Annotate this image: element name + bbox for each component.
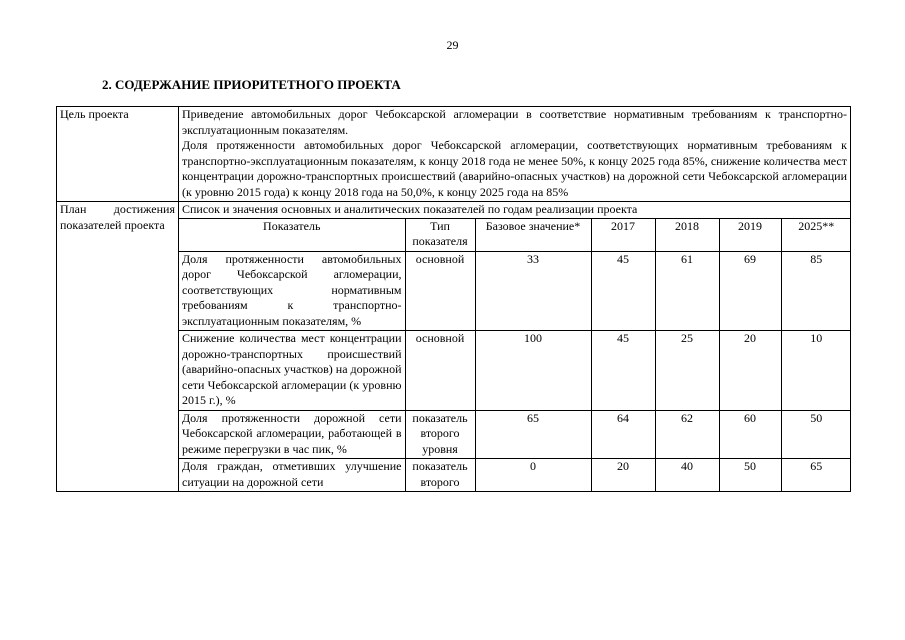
plan-content [179, 202, 851, 492]
indicator-type: основной [405, 331, 475, 411]
indicator-2025: 85 [781, 251, 851, 331]
indicator-name: Доля протяженности дорожной сети Чебоксарской агломерации, работающей в режиме перегрузки в час пик, % [179, 410, 405, 459]
indicator-2019: 60 [719, 410, 781, 459]
table-row [179, 251, 851, 331]
goal-row [57, 107, 851, 202]
header-base: Базовое значение* [475, 218, 591, 251]
plan-label: План достижения показателей проекта [57, 202, 179, 492]
header-2017: 2017 [591, 218, 655, 251]
header-2018: 2018 [655, 218, 719, 251]
section-title: 2. СОДЕРЖАНИЕ ПРИОРИТЕТНОГО ПРОЕКТА [102, 77, 401, 92]
indicator-base: 65 [475, 410, 591, 459]
table-row [179, 410, 851, 459]
indicator-2019: 50 [719, 459, 781, 492]
header-2025: 2025** [781, 218, 851, 251]
indicator-name: Доля граждан, отметивших улучшение ситуации на дорожной сети [179, 459, 405, 492]
indicators-header-row [179, 218, 851, 251]
indicator-base: 33 [475, 251, 591, 331]
header-type: Тип показателя [405, 218, 475, 251]
indicator-2025: 50 [781, 410, 851, 459]
indicator-2025: 10 [781, 331, 851, 411]
indicator-base: 100 [475, 331, 591, 411]
indicator-2018: 62 [655, 410, 719, 459]
indicator-name: Снижение количества мест концентрации дорожно-транспортных происшествий (аварийно-опасных участков) на дорожной сети Чебоксарской агломерации (к уровню 2015 г.), % [179, 331, 405, 411]
indicator-type: показатель второго уровня [405, 410, 475, 459]
indicators-table [179, 218, 851, 492]
page-number: 29 [446, 38, 459, 52]
indicator-2018: 61 [655, 251, 719, 331]
indicator-2018: 25 [655, 331, 719, 411]
indicator-2017: 45 [591, 251, 655, 331]
indicator-2019: 69 [719, 251, 781, 331]
indicator-2017: 45 [591, 331, 655, 411]
indicator-2017: 64 [591, 410, 655, 459]
header-2019: 2019 [719, 218, 781, 251]
header-indicator: Показатель [179, 218, 405, 251]
indicator-type: основной [405, 251, 475, 331]
indicator-2018: 40 [655, 459, 719, 492]
indicator-2025: 65 [781, 459, 851, 492]
table-row [179, 331, 851, 411]
indicator-type: показатель второго [405, 459, 475, 492]
indicator-2019: 20 [719, 331, 781, 411]
plan-row [57, 202, 851, 492]
table-row [179, 459, 851, 492]
goal-label: Цель проекта [57, 107, 179, 202]
indicator-2017: 20 [591, 459, 655, 492]
project-content-table [56, 106, 851, 492]
indicator-base: 0 [475, 459, 591, 492]
plan-caption: Список и значения основных и аналитических показателей по годам реализации проекта [182, 202, 638, 216]
goal-paragraph-2: Доля протяженности автомобильных дорог Чебоксарской агломерации, соответствующих нормативным требованиям к транспортно-эксплуатационным показателям, к концу 2018 года не менее 50%, к концу 2025 года 85%, снижение количества мест концентрации дорожно-транспортных происшествий (аварийно-опасных участков) на дорожной сети Чебоксарской агломерации (к уровню 2015 года) к концу 2018 года на 50,0%, к концу 2025 года на 85% [182, 138, 847, 199]
goal-content [179, 107, 851, 202]
indicator-name: Доля протяженности автомобильных дорог Чебоксарской агломерации, соответствующих нормативным требованиям к транспортно-эксплуатационным показателям, % [179, 251, 405, 331]
goal-paragraph-1: Приведение автомобильных дорог Чебоксарской агломерации в соответствие нормативным требованиям к транспортно-эксплуатационным показателям. [182, 107, 847, 137]
